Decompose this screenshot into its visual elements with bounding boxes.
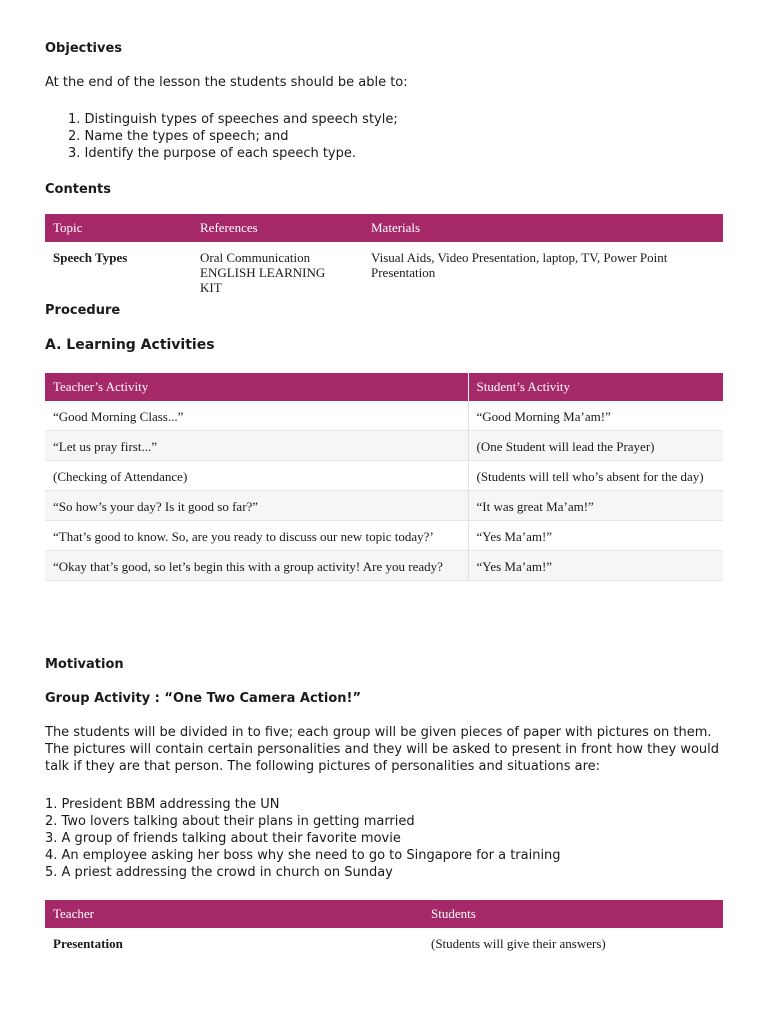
objectives-list bbox=[68, 111, 398, 162]
table-row bbox=[45, 242, 723, 301]
references-cell: Oral Communication ENGLISH LEARNING KIT bbox=[200, 250, 326, 295]
objectives-intro: At the end of the lesson the students should be able to: bbox=[45, 75, 408, 90]
column-header: References bbox=[192, 214, 363, 242]
table-row: “That’s good to know. So, are you ready to discuss our new topic today?’ “Yes Ma’am!” bbox=[45, 521, 723, 551]
table-row: “Good Morning Class...” “Good Morning Ma’am!” bbox=[45, 401, 723, 431]
column-header: Students bbox=[423, 900, 723, 928]
column-header: Student’s Activity bbox=[468, 373, 723, 401]
topic-cell: Speech Types bbox=[53, 250, 128, 265]
column-header: Materials bbox=[363, 214, 723, 242]
table-header-row bbox=[45, 373, 723, 401]
list-item: 3. Identify the purpose of each speech type. bbox=[68, 146, 357, 161]
column-header: Teacher’s Activity bbox=[45, 373, 468, 401]
table-row: “So how’s your day? Is it good so far?” “It was great Ma’am!” bbox=[45, 491, 723, 521]
procedure-heading: Procedure bbox=[45, 303, 121, 318]
contents-table bbox=[45, 214, 723, 301]
table-row: (Checking of Attendance) (Students will tell who’s absent for the day) bbox=[45, 461, 723, 491]
group-activity-title: Group Activity : “One Two Camera Action!” bbox=[45, 691, 361, 706]
contents-heading: Contents bbox=[45, 182, 111, 197]
learning-activities-table bbox=[45, 373, 723, 581]
table-row: Presentation (Students will give their answers) bbox=[53, 936, 606, 951]
materials-cell: Visual Aids, Video Presentation, laptop, TV, Power Point Presentation bbox=[371, 250, 668, 280]
list-item: 2. Two lovers talking about their plans in getting married bbox=[45, 814, 415, 829]
personalities-list bbox=[45, 796, 561, 881]
table-row: “Okay that’s good, so let’s begin this with a group activity! Are you ready? “Yes Ma’am!” bbox=[45, 551, 723, 581]
table-header-row bbox=[45, 214, 723, 242]
table-header-row bbox=[45, 900, 723, 928]
motivation-heading: Motivation bbox=[45, 657, 124, 672]
learning-activities-heading: A. Learning Activities bbox=[45, 337, 215, 353]
column-header: Teacher bbox=[45, 900, 423, 928]
list-item: 2. Name the types of speech; and bbox=[68, 129, 289, 144]
list-item: 1. Distinguish types of speeches and speech style; bbox=[68, 112, 398, 127]
list-item: 1. President BBM addressing the UN bbox=[45, 797, 280, 812]
list-item: 4. An employee asking her boss why she need to go to Singapore for a training bbox=[45, 848, 561, 863]
motivation-paragraph: The students will be divided in to five; each group will be given pieces of paper with pictures on them. The pictures will contain certain personalities and they will be asked to present in front how they would talk if they are that person. The following pictures of personalities and situations are: bbox=[45, 725, 720, 774]
column-header: Topic bbox=[45, 214, 192, 242]
list-item: 3. A group of friends talking about their favorite movie bbox=[45, 831, 401, 846]
objectives-heading: Objectives bbox=[45, 41, 123, 56]
list-item: 5. A priest addressing the crowd in church on Sunday bbox=[45, 865, 393, 880]
table-row: “Let us pray first...” (One Student will lead the Prayer) bbox=[45, 431, 723, 461]
presentation-table bbox=[45, 900, 723, 957]
